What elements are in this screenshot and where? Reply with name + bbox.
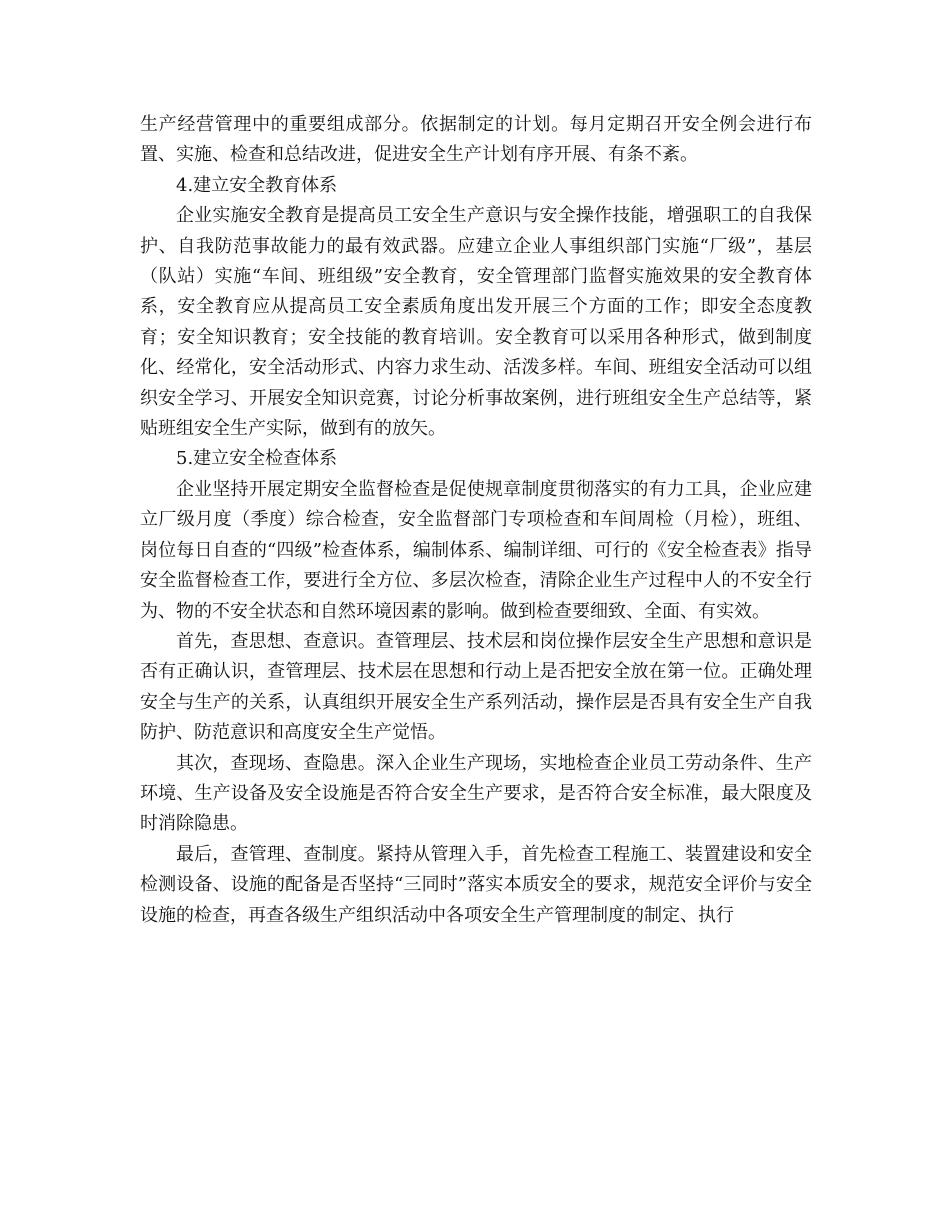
body-paragraph: 最后，查管理、查制度。紧持从管理入手，首先检查工程施工、装置建设和安全检测设备、设施的配备是否坚持“三同时”落实本质安全的要求，规范安全评价与安全设施的检查，再查各级生产组织活动中各项安全生产管理制度的制定、执行: [140, 843, 812, 926]
body-paragraph: 首先，查思想、查意识。查管理层、技术层和岗位操作层安全生产思想和意识是否有正确认识，查管理层、技术层在思想和行动上是否把安全放在第一位。正确处理安全与生产的关系，认真组织开展安全生产系列活动，操作层是否具有安全生产自我防护、防范意识和高度安全生产觉悟。: [140, 630, 812, 744]
body-paragraph: 企业实施安全教育是提高员工安全生产意识与安全操作技能，增强职工的自我保护、自我防范事故能力的最有效武器。应建立企业人事组织部门实施“厂级”，基层（队站）实施“车间、班组级”安全教育，安全管理部门监督实施效果的安全教育体系，安全教育应从提高员工安全素质角度出发开展三个方面的工作；即安全态度教育；安全知识教育；安全技能的教育培训。安全教育可以采用各种形式，做到制度化、经常化，安全活动形式、内容力求生动、活泼多样。车间、班组安全活动可以组织安全学习、开展安全知识竞赛，讨论分析事故案例，进行班组安全生产总结等，紧贴班组安全生产实际，做到有的放矢。: [140, 205, 812, 440]
body-paragraph: 其次，查现场、查隐患。深入企业生产现场，实地检查企业员工劳动条件、生产环境、生产设备及安全设施是否符合安全生产要求，是否符合安全标准，最大限度及时消除隐患。: [140, 752, 812, 835]
body-paragraph: 生产经营管理中的重要组成部分。依据制定的计划。每月定期召开安全例会进行布置、实施、检查和总结改进，促进安全生产计划有序开展、有条不紊。: [140, 114, 812, 166]
section-heading: 5.建立安全检查体系: [176, 448, 338, 470]
section-heading: 4.建立安全教育体系: [176, 174, 338, 196]
body-paragraph: 企业坚持开展定期安全监督检查是促使规章制度贯彻落实的有力工具，企业应建立厂级月度（季度）综合检查，安全监督部门专项检查和车间周检（月检），班组、岗位每日自查的“四级”检查体系，编制体系、编制详细、可行的《安全检查表》指导安全监督检查工作，要进行全方位、多层次检查，清除企业生产过程中人的不安全行为、物的不安全状态和自然环境因素的影响。做到检查要细致、全面、有实效。: [140, 478, 812, 622]
document-page: [140, 110, 812, 931]
